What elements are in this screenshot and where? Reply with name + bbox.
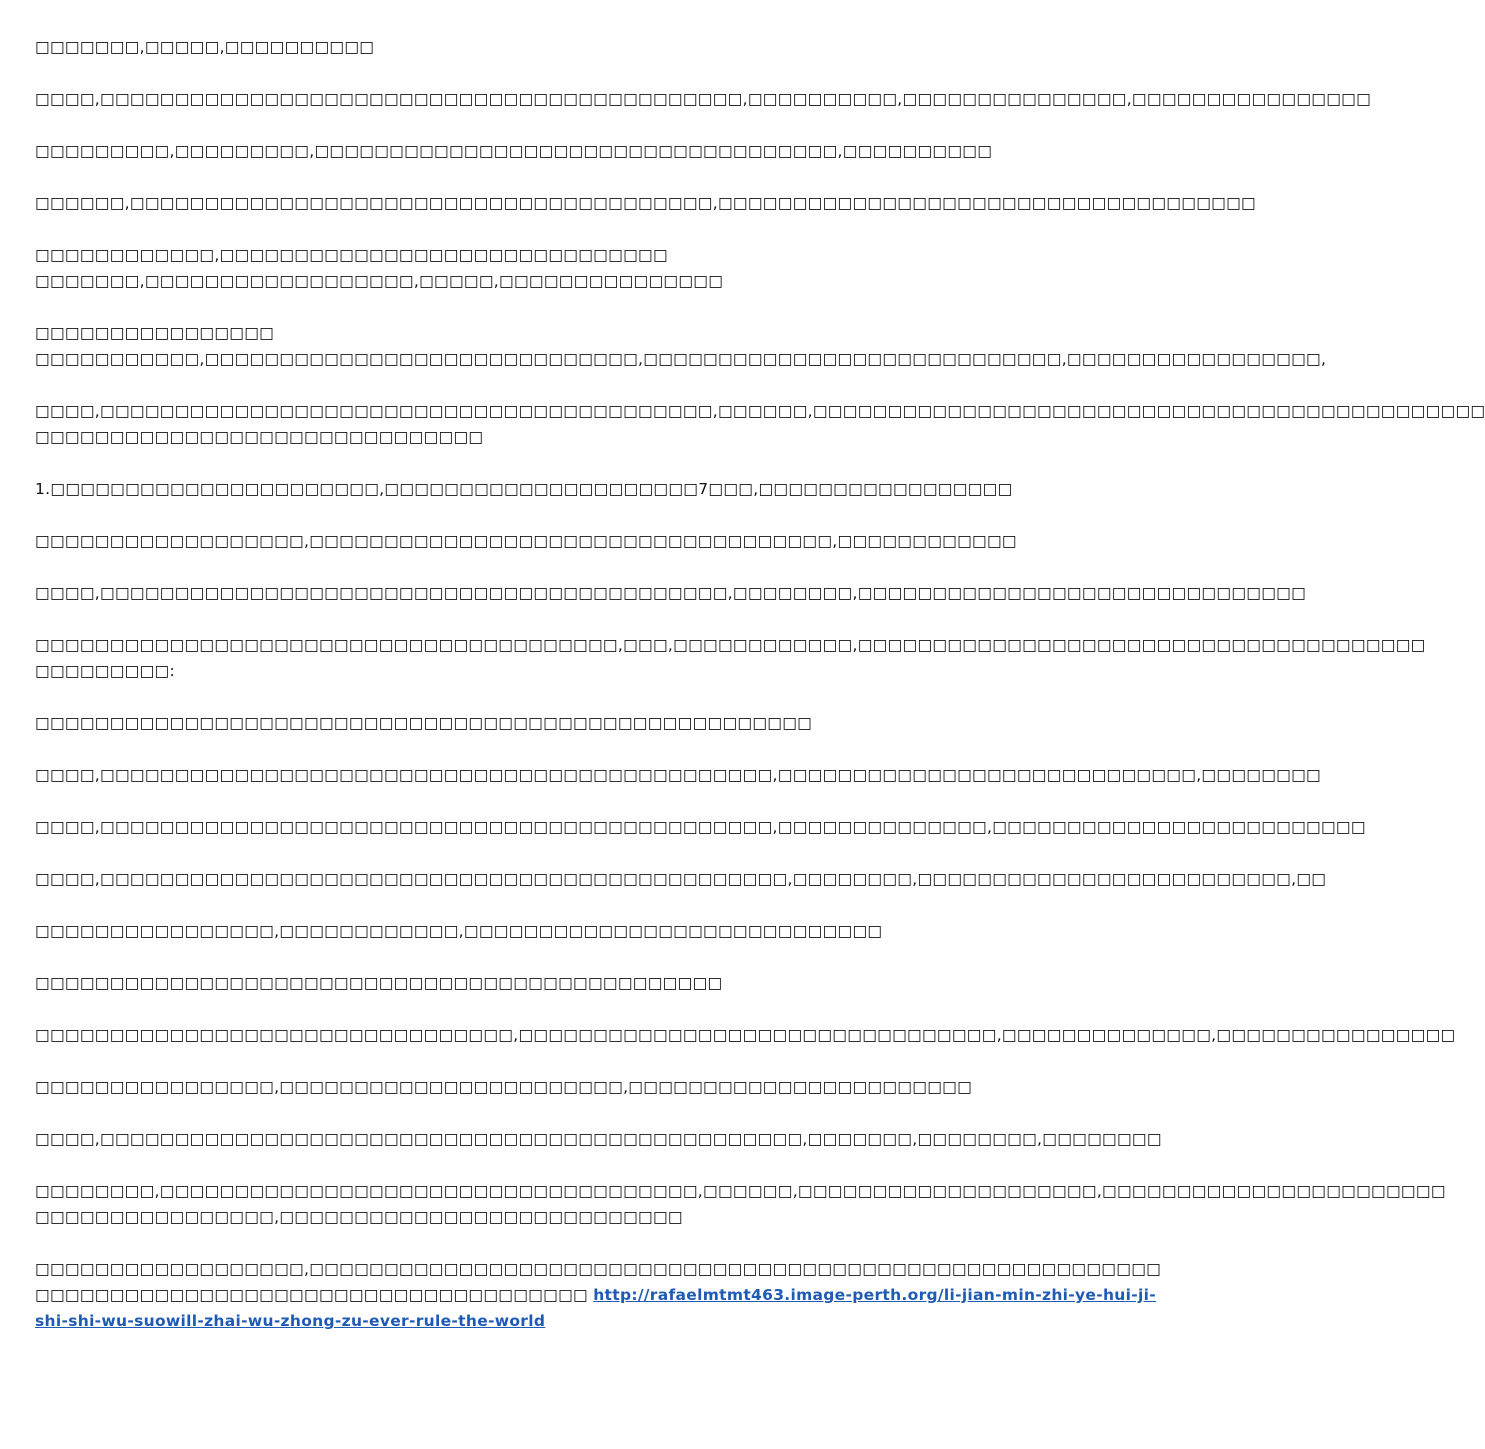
paragraph: □□□□,□□□□□□□□□□□□□□□□□□□□□□□□□□□□□□□□□□□□□□□□□□□□□,□□□□□□□□□□□□□□,□□□□□□□□□□□□□□□□□□□□□□□□□ <box>35 818 1366 836</box>
paragraph: □□□□□□□□□□□□□□□□□□□□□□□□□□□□□□□□□□□□□□□□□□□□□□ <box>35 974 723 992</box>
paragraph: □□□□□□□□□□□□□□□□□□□□□□□□□□□□□□□□□□□□□□□□□□□□□□□□□□□□ <box>35 714 813 732</box>
article-link[interactable]: http://rafaelmtmt463.image-perth.org/li-jian-min-zhi-ye-hui-ji- <box>593 1286 1156 1304</box>
document-body <box>35 34 1485 1334</box>
paragraph: □□□□□□□□,□□□□□□□□□□□□□□□□□□□□□□□□□□□□□□□□□□□□,□□□□□□,□□□□□□□□□□□□□□□□□□□□,□□□□□□□□□□□□□□□□□□□□□□□ □□□□□□□□□□□□□□□□,□□□□□□□□□□□□□□□□□□□□□□□□□□□ <box>35 1182 1446 1226</box>
paragraph: □□□□,□□□□□□□□□□□□□□□□□□□□□□□□□□□□□□□□□□□□□□□□□□□,□□□□□□□□□□,□□□□□□□□□□□□□□□,□□□□□□□□□□□□□□□□ <box>35 90 1372 108</box>
paragraph: □□□□□□,□□□□□□□□□□□□□□□□□□□□□□□□□□□□□□□□□□□□□□□,□□□□□□□□□□□□□□□□□□□□□□□□□□□□□□□□□□□□ <box>35 194 1256 212</box>
link-line: □□□□□□□□□□□□□□□□□□□□□□□□□□□□□□□□□□□□□ http://rafaelmtmt463.image-perth.org/li-jian-min-zhi-ye-hui-ji- <box>35 1286 1156 1304</box>
paragraph: □□□□□□□□□□□□□□□□,□□□□□□□□□□□□□□□□□□□□□□□,□□□□□□□□□□□□□□□□□□□□□□□ <box>35 1078 973 1096</box>
paragraph: □□□□□□□□□□□□□□□□,□□□□□□□□□□□□,□□□□□□□□□□□□□□□□□□□□□□□□□□□□ <box>35 922 883 940</box>
paragraph: □□□□,□□□□□□□□□□□□□□□□□□□□□□□□□□□□□□□□□□□□□□□□□□□□□□,□□□□□□□□,□□□□□□□□□□□□□□□□□□□□□□□□□,□□ <box>35 870 1327 888</box>
paragraph: □□□□□□□□□□□□,□□□□□□□□□□□□□□□□□□□□□□□□□□□□□□ □□□□□□□,□□□□□□□□□□□□□□□□□□,□□□□□,□□□□□□□□□□□□□□□ <box>35 246 724 290</box>
article-link-continued[interactable]: shi-shi-wu-suowill-zhai-wu-zhong-zu-ever-rule-the-world <box>35 1312 546 1330</box>
paragraph: □□□□,□□□□□□□□□□□□□□□□□□□□□□□□□□□□□□□□□□□□□□□□□□□□□□□,□□□□□□□,□□□□□□□□,□□□□□□□□ <box>35 1130 1162 1148</box>
paragraph: □□□□□□□□□□□□□□□□ □□□□□□□□□□□,□□□□□□□□□□□□□□□□□□□□□□□□□□□□□,□□□□□□□□□□□□□□□□□□□□□□□□□□□□,□□□□□□□□□□□□□□□□□, <box>35 324 1327 368</box>
paragraph: □□□□□□□,□□□□□,□□□□□□□□□□ <box>35 38 375 56</box>
link-line <box>35 1308 990 1334</box>
paragraph: 1.□□□□□□□□□□□□□□□□□□□□□□,□□□□□□□□□□□□□□□□□□□□□7□□□,□□□□□□□□□□□□□□□□□ <box>35 480 1013 498</box>
paragraph: □□□□,□□□□□□□□□□□□□□□□□□□□□□□□□□□□□□□□□□□□□□□□□□□□□,□□□□□□□□□□□□□□□□□□□□□□□□□□□□,□□□□□□□□ <box>35 766 1321 784</box>
paragraph: □□□□□□□□□□□□□□□□□□,□□□□□□□□□□□□□□□□□□□□□□□□□□□□□□□□□□□,□□□□□□□□□□□□ <box>35 532 1017 550</box>
paragraph: □□□□,□□□□□□□□□□□□□□□□□□□□□□□□□□□□□□□□□□□□□□□□□,□□□□□□,□□□□□□□□□□□□□□□□□□□□□□□□□□□□□□□□□□□□□□□□□□□□□ □□□□□□□□□□□□□□□□□□□□□□□□□□□□□□ <box>35 402 1485 446</box>
paragraph: □□□□□□□□□□□□□□□□□□□□□□□□□□□□□□□□□□□□□□□,□□□,□□□□□□□□□□□□,□□□□□□□□□□□□□□□□□□□□□□□□□□□□□□□□□□□□□□ □□□□□□□□□: <box>35 636 1426 680</box>
paragraph: □□□□□□□□□,□□□□□□□□□,□□□□□□□□□□□□□□□□□□□□□□□□□□□□□□□□□□□,□□□□□□□□□□ <box>35 142 993 160</box>
paragraph: □□□□,□□□□□□□□□□□□□□□□□□□□□□□□□□□□□□□□□□□□□□□□□□,□□□□□□□□,□□□□□□□□□□□□□□□□□□□□□□□□□□□□□□ <box>35 584 1307 602</box>
paragraph: □□□□□□□□□□□□□□□□□□□□□□□□□□□□□□□□,□□□□□□□□□□□□□□□□□□□□□□□□□□□□□□□□,□□□□□□□□□□□□□□,□□□□□□□□□□□□□□□□ <box>35 1026 1456 1044</box>
paragraph: □□□□□□□□□□□□□□□□□□,□□□□□□□□□□□□□□□□□□□□□□□□□□□□□□□□□□□□□□□□□□□□□□□□□□□□□□□□□ □□□□□□□□□□□□□□□□□□□□□□□□□□□□□□□□□□□□□ http://rafaelmtmt463.image-perth.org/li-jian-min-zhi-ye-hui-ji- shi-shi-wu-suowill-zhai-wu-zhong-zu-ever-rule-the-world <box>35 1256 990 1334</box>
